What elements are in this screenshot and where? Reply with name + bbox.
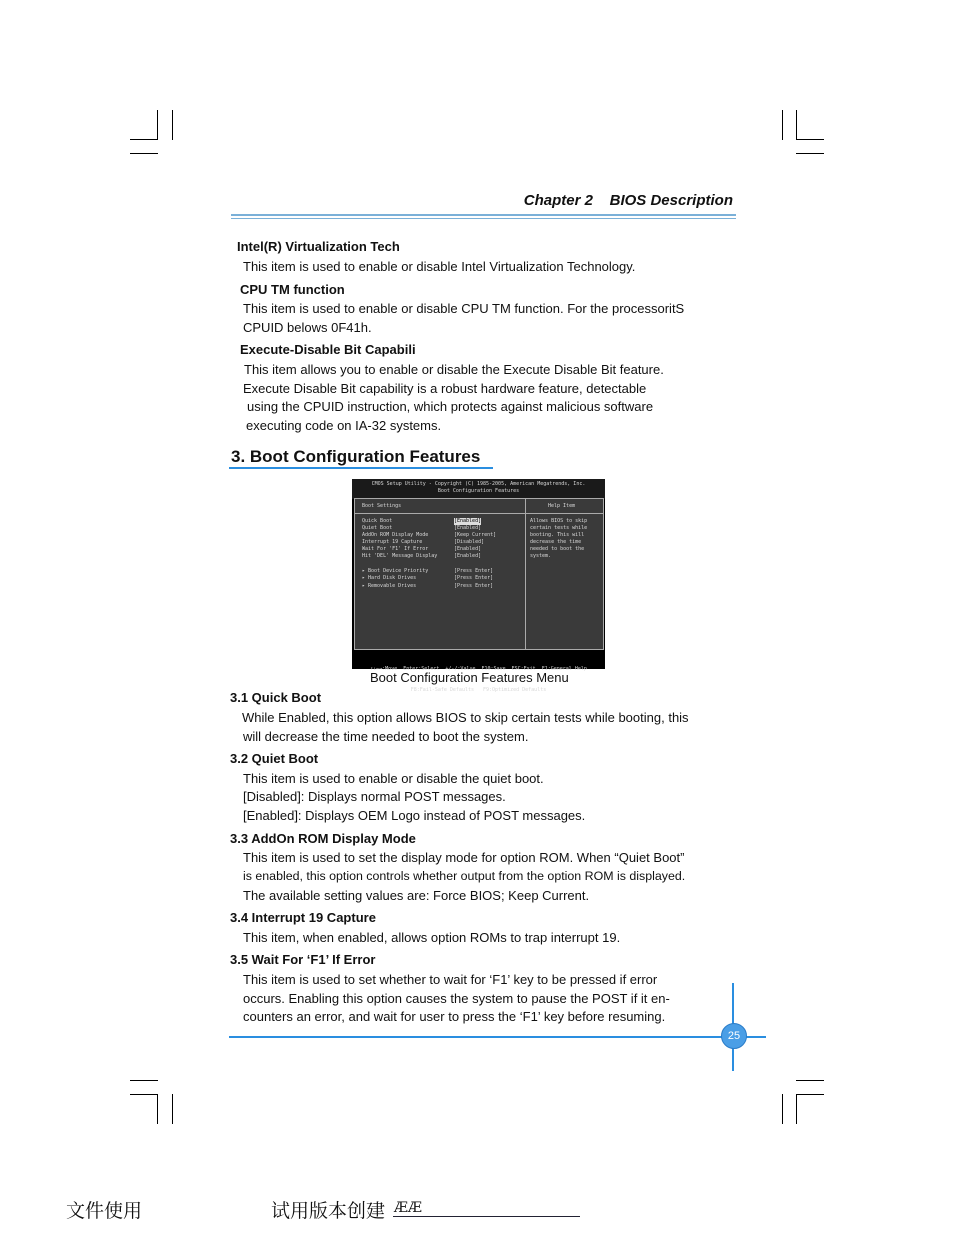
section-text: This item is used to enable or disable Intel Virtualization Technology. (243, 259, 636, 274)
footer-rule (229, 1036, 766, 1038)
section-text: The available setting values are: Force BIOS; Keep Current. (243, 888, 590, 903)
main-heading: 3. Boot Configuration Features (231, 447, 481, 466)
section-heading: 3.2 Quiet Boot (230, 751, 319, 766)
bios-help-text: certain tests while (530, 525, 588, 531)
section-text: will decrease the time needed to boot the system. (243, 729, 529, 744)
bios-option-label[interactable]: Hit 'DEL' Message Display (362, 553, 438, 559)
bios-help-text: decrease the time (530, 539, 582, 545)
bios-subtitle: Boot Configuration Features (437, 488, 520, 495)
crop-mark (130, 1094, 158, 1095)
section-text: This item is used to set whether to wait for ‘F1’ key to be pressed if error (243, 972, 658, 987)
bios-submenu-label[interactable]: ▸ Hard Disk Drives (362, 575, 417, 581)
main-heading-rule (229, 467, 493, 469)
crop-mark (796, 1094, 824, 1095)
crop-mark (796, 153, 824, 154)
section-text: This item is used to enable or disable the quiet boot. (243, 771, 544, 786)
bios-submenu-label[interactable]: ▸ Boot Device Priority (362, 568, 429, 574)
crop-mark (796, 110, 797, 140)
bios-option-value[interactable]: [Enabled] (454, 546, 482, 552)
header-rule (231, 214, 736, 216)
bios-option-value[interactable]: [Keep Current] (454, 532, 497, 538)
page-number: 25 (721, 1023, 747, 1049)
bios-option-value[interactable]: [Disabled] (454, 539, 485, 545)
figure-caption: Boot Configuration Features Menu (370, 670, 569, 685)
bios-right-header: Help Item (548, 503, 576, 509)
section-heading: Intel(R) Virtualization Tech (237, 239, 400, 254)
bios-footer-defaults: F8:Fail-Safe Defaults F9:Optimized Defaults (410, 687, 547, 694)
bios-option-label[interactable]: Interrupt 19 Capture (362, 539, 423, 545)
bios-option-value[interactable]: [Enabled] (454, 518, 482, 524)
section-heading: 3.4 Interrupt 19 Capture (230, 910, 376, 925)
section-text: is enabled, this option controls whether output from the option ROM is displayed. (243, 869, 686, 883)
crop-mark (796, 1080, 824, 1081)
section-heading: 3.3 AddOn ROM Display Mode (230, 831, 416, 846)
bios-option-value[interactable]: [Enabled] (454, 553, 482, 559)
section-text: CPUID belows 0F41h. (243, 320, 372, 335)
bios-help-text: booting. This will (530, 532, 585, 538)
watermark-rule (393, 1216, 580, 1217)
bios-option-label[interactable]: Quick Boot (362, 518, 393, 524)
bios-frame (354, 498, 604, 650)
bios-title: CMOS Setup Utility - Copyright (C) 1985-2005, American Megatrends, Inc. (371, 481, 586, 487)
section-text: This item is used to enable or disable CPU TM function. For the processoritS (243, 301, 685, 316)
bios-separator (355, 513, 603, 514)
section-text: Execute Disable Bit capability is a robust hardware feature, detectable (243, 381, 647, 396)
section-text: using the CPUID instruction, which protects against malicious software (247, 399, 654, 414)
crop-mark (796, 1094, 797, 1124)
crop-mark (796, 139, 824, 140)
crop-mark (130, 153, 158, 154)
section-text: While Enabled, this option allows BIOS to skip certain tests while booting, this (242, 710, 689, 725)
header-rule (231, 218, 736, 219)
bios-help-text: Allows BIOS to skip (530, 518, 588, 524)
bios-option-label[interactable]: AddOn ROM Display Mode (362, 532, 429, 538)
bios-submenu-value[interactable]: [Press Enter] (454, 568, 494, 574)
bios-option-value[interactable]: [Enabled] (454, 525, 482, 531)
chapter-header: Chapter 2 BIOS Description (523, 192, 733, 209)
bios-help-text: needed to boot the (530, 546, 585, 552)
section-text: This item allows you to enable or disable the Execute Disable Bit feature. (244, 362, 664, 377)
section-text: executing code on IA-32 systems. (246, 418, 442, 433)
section-heading: 3.1 Quick Boot (230, 690, 322, 705)
crop-mark (130, 1080, 158, 1081)
section-heading: Execute-Disable Bit Capabili (240, 342, 416, 357)
crop-mark (157, 1094, 158, 1124)
crop-mark (130, 139, 158, 140)
bios-submenu-value[interactable]: [Press Enter] (454, 575, 494, 581)
section-text: occurs. Enabling this option causes the system to pause the POST if it en- (243, 991, 670, 1006)
crop-mark (172, 1094, 173, 1124)
crop-mark (157, 110, 158, 140)
crop-mark (172, 110, 173, 140)
section-text: [Disabled]: Displays normal POST messages. (243, 789, 506, 804)
bios-option-label[interactable]: Wait For 'F1' If Error (362, 546, 429, 552)
watermark-suffix: ÆÆ (394, 1200, 423, 1216)
bios-submenu-label[interactable]: ▸ Removable Drives (362, 583, 417, 589)
bios-help-text: system. (530, 553, 552, 559)
bios-title-bar (352, 479, 605, 499)
bios-submenu-value[interactable]: [Press Enter] (454, 583, 494, 589)
crop-mark (782, 110, 783, 140)
crop-mark (782, 1094, 783, 1124)
watermark-right: 试用版本创建 (271, 1200, 386, 1222)
bios-option-label[interactable]: Quiet Boot (362, 525, 393, 531)
bios-separator (525, 499, 526, 649)
section-text: [Enabled]: Displays OEM Logo instead of POST messages. (243, 808, 586, 823)
section-heading: 3.5 Wait For ‘F1’ If Error (230, 952, 376, 967)
section-text: This item, when enabled, allows option ROMs to trap interrupt 19. (243, 930, 621, 945)
section-text: This item is used to set the display mode for option ROM. When “Quiet Boot” (243, 850, 685, 865)
bios-left-header: Boot Settings (362, 503, 402, 509)
bios-footer-keys: ↑↓←→:Move Enter:Select +/-/:Value F10:Save ESC:Exit F1:General Help (370, 665, 587, 672)
section-heading: CPU TM function (240, 282, 345, 297)
section-text: counters an error, and wait for user to press the ‘F1’ key before resuming. (243, 1009, 666, 1024)
watermark-left: 文件使用 (66, 1200, 143, 1222)
